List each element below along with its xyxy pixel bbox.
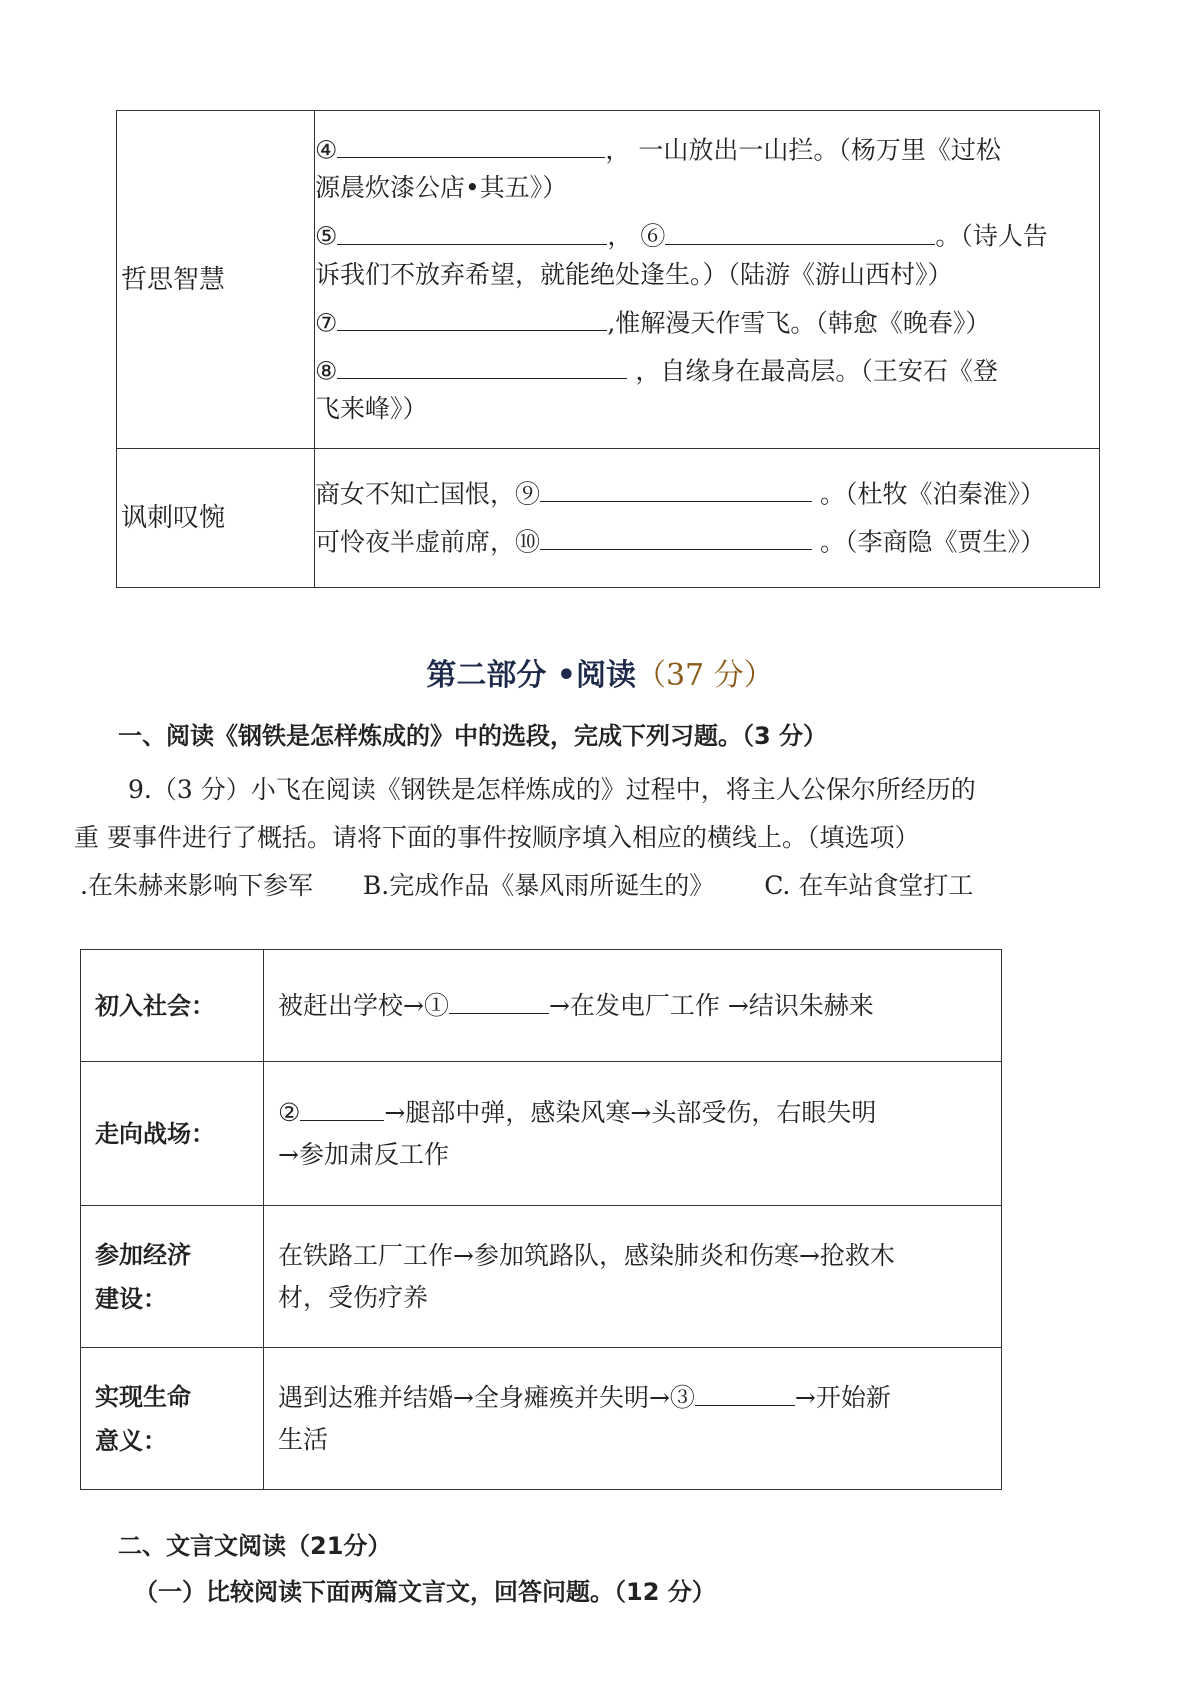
stage-text: 意义：: [95, 1426, 167, 1455]
stage-cell: 走向战场：: [81, 1062, 264, 1206]
part-title-text: 第二部分 •阅读: [426, 658, 636, 693]
table-row: [117, 111, 1100, 449]
line-text: ， ⑥: [607, 221, 666, 251]
table-row: [81, 1206, 1002, 1348]
stage-text: 建设：: [95, 1284, 167, 1313]
category-cell: 讽刺叹惋: [117, 449, 315, 588]
stage-text: 实现生命: [95, 1382, 191, 1411]
poetry-fill-table: [116, 110, 1100, 588]
line-4: [315, 131, 1099, 169]
section2-title: 二、文言文阅读（21分）: [118, 1532, 392, 1560]
events-table: [80, 949, 1002, 1490]
flow-text: →在发电厂工作 →结识朱赫来: [548, 990, 874, 1020]
answer-blank-e1[interactable]: [449, 986, 549, 1013]
line-text: ,惟解漫天作雪飞。（韩愈《晚春》）: [607, 307, 991, 337]
line-text: 可怜夜半虚前席，⑩: [315, 527, 541, 557]
question9-options: [80, 862, 1015, 910]
answer-blank-8[interactable]: [337, 352, 627, 379]
part-title: [0, 650, 1200, 694]
answer-blank-4[interactable]: [337, 131, 605, 158]
line-text: 商女不知亡国恨，⑨: [315, 479, 541, 508]
stage-cell: [81, 1348, 264, 1490]
question9-line2: 重 要事件进行了概括。请将下面的事件按顺序填入相应的横线上。（填选项）: [74, 823, 920, 852]
flow-text: →腿部中弹，感染风寒→头部受伤，右眼失明: [384, 1097, 877, 1127]
option-c: C. 在车站食堂打工: [764, 871, 974, 900]
flow-cell: [264, 1062, 1002, 1206]
option-a: .在朱赫来影响下参军: [80, 871, 313, 900]
line-9: [315, 475, 1099, 513]
table-row: [81, 1348, 1002, 1490]
section1-title: 一、阅读《钢铁是怎样炼成的》中的选段，完成下列习题。（3 分）: [118, 722, 828, 750]
answer-blank-6[interactable]: [665, 217, 935, 244]
option-b: B.完成作品《暴风雨所诞生的》: [362, 871, 715, 900]
blank-number: ⑤: [315, 221, 338, 251]
line-5-6: [315, 217, 1099, 255]
blank-number: ④: [315, 135, 338, 165]
content-cell: [315, 111, 1100, 449]
line-text: 诉我们不放弃希望，就能绝处逢生。）（陆游《游山西村》）: [315, 259, 953, 289]
flow-text: 遇到达雅并结婚→全身瘫痪并失明→③: [278, 1382, 695, 1412]
line-7: [315, 304, 1099, 342]
question9-line1: 9.（3 分）小飞在阅读《钢铁是怎样炼成的》过程中，将主人公保尔所经历的: [128, 775, 976, 804]
table-row: [117, 449, 1100, 588]
flow-cell: [264, 1206, 1002, 1348]
answer-blank-5[interactable]: [337, 217, 607, 244]
answer-blank-9[interactable]: [540, 475, 812, 502]
answer-blank-e2[interactable]: [300, 1093, 384, 1120]
answer-blank-e3[interactable]: [695, 1378, 795, 1405]
stage-cell: 初入社会：: [81, 950, 264, 1062]
table-row: [81, 950, 1002, 1062]
line-text: ，自缘身在最高层。（王安石《登: [627, 356, 998, 385]
stage-text: 参加经济: [95, 1240, 191, 1269]
flow-cell: [264, 1348, 1002, 1490]
line-text: 飞来峰》）: [315, 394, 428, 423]
line-text: 源晨炊漆公店•其五》）: [315, 173, 568, 203]
content-cell: [315, 449, 1100, 588]
line-text: 。（诗人告: [935, 221, 1048, 251]
line-text: 。（李商隐《贾生》）: [812, 527, 1045, 557]
flow-text: 被赶出学校→①: [278, 990, 449, 1020]
section2-subtitle: （一）比较阅读下面两篇文言文，回答问题。（12 分）: [134, 1578, 716, 1606]
flow-cell: [264, 950, 1002, 1062]
flow-text: 生活: [278, 1424, 329, 1454]
line-8: [315, 352, 1099, 390]
flow-text: ②: [278, 1097, 301, 1127]
flow-text: →开始新: [794, 1382, 891, 1412]
line-text: ， 一山放出一山拦。（杨万里《过松: [605, 135, 1001, 165]
blank-number: ⑧: [315, 356, 338, 385]
flow-text: 在铁路工厂工作→参加筑路队，感染肺炎和伤寒→抢救木: [278, 1240, 895, 1270]
answer-blank-10[interactable]: [540, 523, 812, 550]
blank-number: ⑦: [315, 307, 338, 337]
stage-cell: [81, 1206, 264, 1348]
part-score: （37 分）: [635, 658, 774, 693]
answer-blank-7[interactable]: [337, 304, 607, 331]
flow-text: 材，受伤疗养: [278, 1282, 429, 1312]
category-cell: 哲思智慧: [117, 111, 315, 449]
table-row: [81, 1062, 1002, 1206]
flow-text: →参加肃反工作: [278, 1139, 449, 1169]
line-10: [315, 523, 1099, 561]
line-text: 。（杜牧《泊秦淮》）: [812, 479, 1045, 508]
